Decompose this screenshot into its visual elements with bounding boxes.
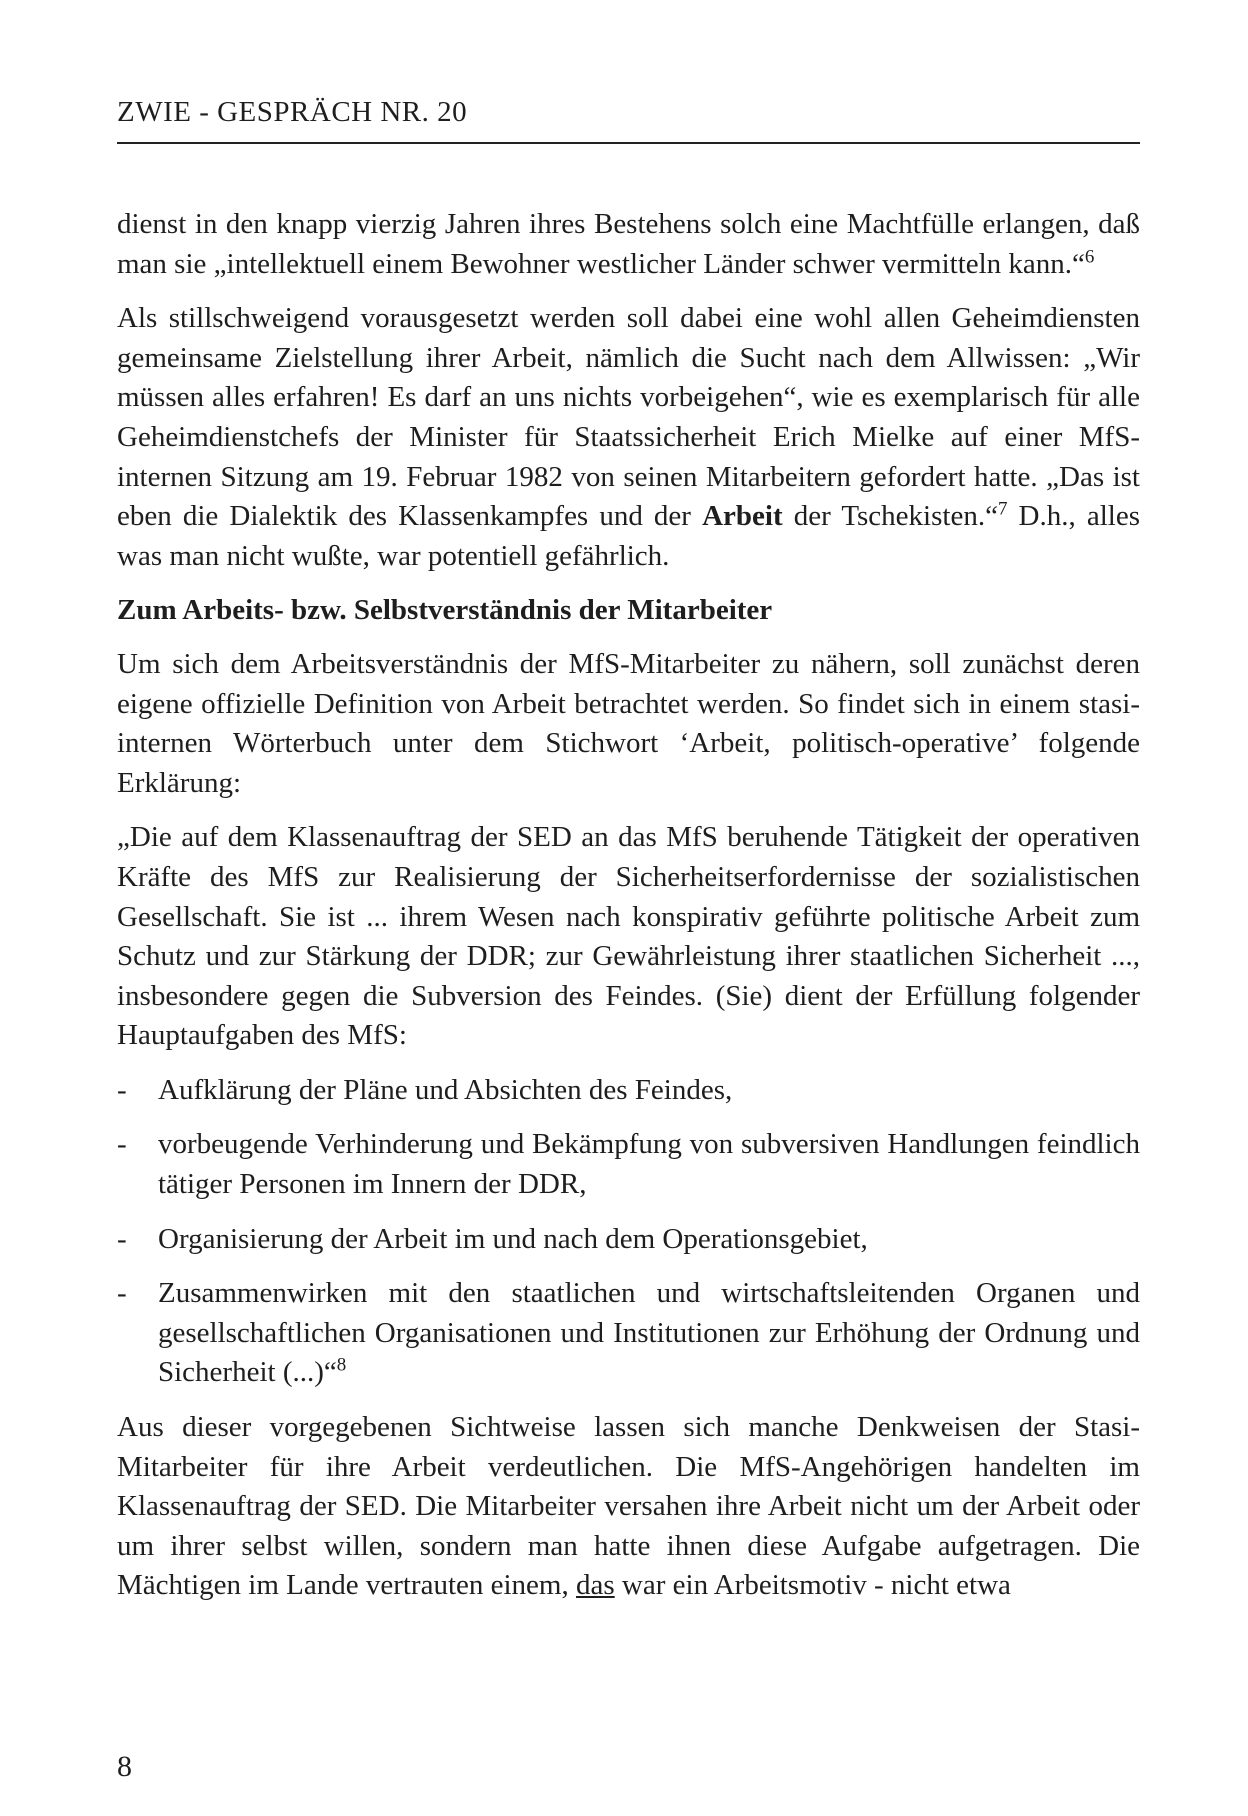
bold-term: Arbeit xyxy=(702,500,783,533)
running-header: ZWIE - GESPRÄCH NR. 20 xyxy=(117,96,468,128)
paragraph-3: Um sich dem Arbeitsverständnis der MfS-Mitarbeiter zu nähern, soll zunächst deren eigene offizielle Definition von Arbeit betrachtet werden. So findet sich in einem stasi-internen Wörterbuch unter dem Stichwort ‘Arbeit, politisch-operative’ folgende Erklärung: xyxy=(117,647,1140,799)
paragraph-4: Aus dieser vorgegebenen Sichtweise lassen sich manche Denkweisen der Stasi-Mitarbeiter für ihre Arbeit verdeutlichen. Die MfS-Angehörigen handelten im Klassenauftrag der SED. Die Mitarbeiter versahen ihre Arbeit nicht um der Arbeit oder um ihrer selbst willen, sondern man hatte ihnen diese Aufgabe aufgetragen. Die Mächtigen im Lande vertrauten einem, das war ein Arbeitsmotiv - nicht etwa xyxy=(117,1411,1140,1602)
list-item: - Organisierung der Arbeit im und nach dem Operationsgebiet, xyxy=(117,1220,1140,1260)
quote-paragraph: „Die auf dem Klassenauftrag der SED an das MfS beruhende Tätigkeit der operativen Kräfte des MfS zur Realisierung der Sicherheitserfordernisse der sozialistischen Gesellschaft. Sie ist ... ihrem Wesen nach konspirativ geführte politische Arbeit zum Schutz und zur Stärkung der DDR; zur Gewährleistung ihrer staatlichen Sicherheit ..., insbesondere gegen die Subversion des Feindes. (Sie) dient der Erfüllung folgender Hauptaufgaben des MfS: xyxy=(117,821,1140,1052)
list-dash: - xyxy=(117,1277,127,1310)
paragraph-2: Als stillschweigend vorausgesetzt werden soll dabei eine wohl allen Geheimdiensten gemeinsame Zielstellung ihrer Arbeit, nämlich die Sucht nach dem Allwissen: „Wir müssen alles erfahren! Es darf an uns nichts vorbeigehen“, wie es exemplarisch für alle Geheimdienstchefs der Minister für Staatssicherheit Erich Mielke auf einer MfS-internen Sitzung am 19. Februar 1982 von seinen Mitarbeitern gefordert hatte. „Das ist eben die Dialektik des Klassenkampfes und der Arbeit der Tschekisten.“$^7$ D.h., alles was man nicht wußte, war potentiell gefährlich. xyxy=(117,302,1140,572)
list-dash: - xyxy=(117,1128,127,1161)
header-rule xyxy=(117,142,1140,144)
task-list xyxy=(117,1071,1140,1393)
section-heading: Zum Arbeits- bzw. Selbstverständnis der Mitarbeiter xyxy=(117,594,773,627)
body-text xyxy=(117,205,1140,1621)
footnote-ref-6[interactable]: 6 xyxy=(1084,245,1095,267)
list-item: - Zusammenwirken mit den staatlichen und wirtschaftsleitenden Organen und gesellschaftlichen Organisationen und Institutionen zur Erhöhung der Ordnung und Sicherheit (...)“$^8$ xyxy=(117,1274,1140,1393)
list-dash: - xyxy=(117,1222,127,1255)
footnote-ref-7[interactable]: 7 xyxy=(997,498,1008,520)
underlined-word: das xyxy=(576,1569,615,1602)
list-item: - Aufklärung der Pläne und Absichten des Feindes, xyxy=(117,1071,1140,1111)
list-item: - vorbeugende Verhinderung und Bekämpfung von subversiven Handlungen feindlich tätiger Personen im Innern der DDR, xyxy=(117,1125,1140,1204)
list-dash: - xyxy=(117,1073,127,1106)
paragraph-1: dienst in den knapp vierzig Jahren ihres Bestehens solch eine Machtfülle erlangen, daß man sie „intellektuell einem Bewohner westlicher Länder schwer vermitteln kann.“$^6$ xyxy=(117,208,1140,280)
page-number: 8 xyxy=(117,1750,132,1783)
footnote-ref-8[interactable]: 8 xyxy=(336,1354,347,1376)
